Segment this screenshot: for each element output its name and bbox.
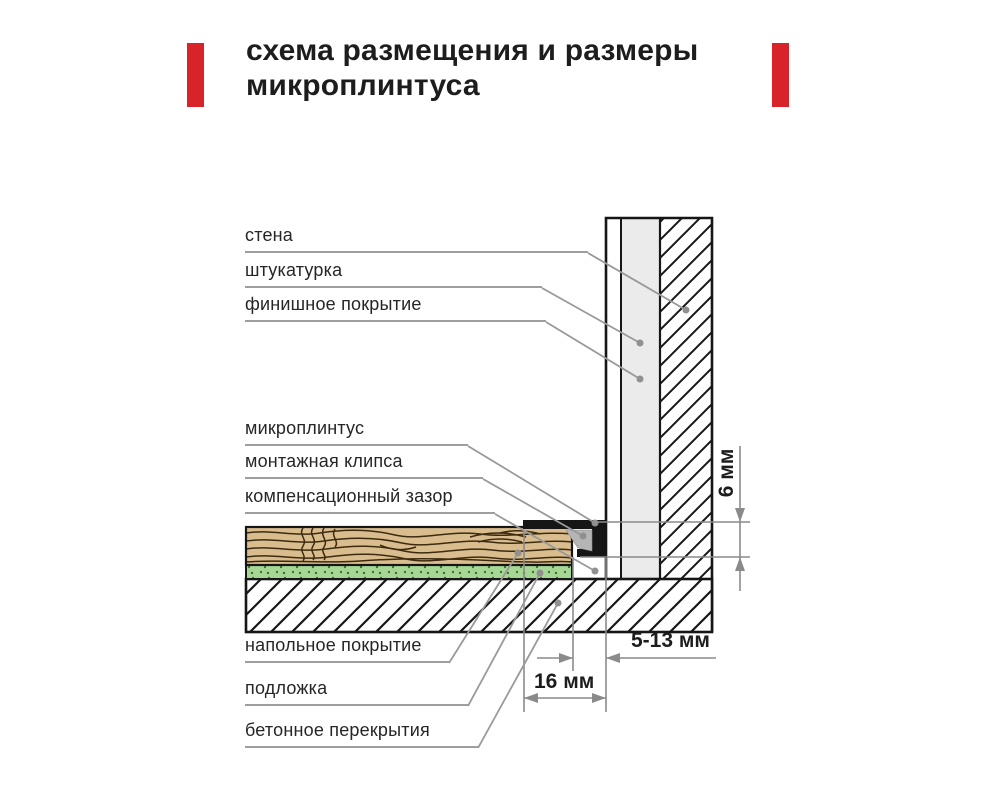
callout-compensation-gap-label: компенсационный зазор [245, 486, 495, 514]
underlay-layer [246, 565, 572, 579]
callout-underlay-label: подложка [245, 678, 468, 706]
arrow-6mm-bottom [735, 557, 745, 571]
arrow-gap-left [559, 653, 573, 663]
wall-plaster-layer [621, 218, 660, 580]
arrow-6mm-top [735, 508, 745, 522]
callout-skirting-label: микроплинтус [245, 418, 468, 446]
dot-floor-covering [515, 550, 522, 557]
arrow-gap-right [606, 653, 620, 663]
callout-concrete-slab-label: бетонное перекрытия [245, 720, 478, 748]
dot-plaster [637, 340, 644, 347]
arrow-16mm-right [592, 693, 606, 703]
dot-clip [580, 533, 587, 540]
dot-skirting [592, 520, 599, 527]
dot-slab [555, 600, 562, 607]
wall-masonry-hatch [660, 218, 712, 632]
callout-mounting-clip-label: монтажная клипса [245, 451, 483, 479]
callout-plaster-label: штукатурка [245, 260, 542, 288]
dimension-skirting-height: 6 мм [715, 448, 738, 498]
underlay-section [246, 565, 572, 579]
dot-wall [683, 307, 690, 314]
concrete-slab-section [246, 579, 712, 632]
dimension-gap-width: 5-13 мм [631, 629, 710, 652]
page-title-line1: схема размещения и размеры [246, 34, 699, 67]
page-title-line2: микроплинтуса [246, 69, 480, 102]
dot-gap [592, 568, 599, 575]
slab-hatch [246, 579, 712, 632]
dimension-skirting-width: 16 мм [534, 670, 595, 693]
callout-finish-coat-label: финишное покрытие [245, 294, 546, 322]
arrow-16mm-left [524, 693, 538, 703]
dot-finish-coat [637, 376, 644, 383]
callout-wall-label: стена [245, 225, 588, 253]
floor-covering-section [246, 527, 572, 565]
dot-underlay [537, 570, 544, 577]
callout-floor-covering-label: напольное покрытие [245, 635, 449, 663]
wall-section [606, 218, 712, 632]
